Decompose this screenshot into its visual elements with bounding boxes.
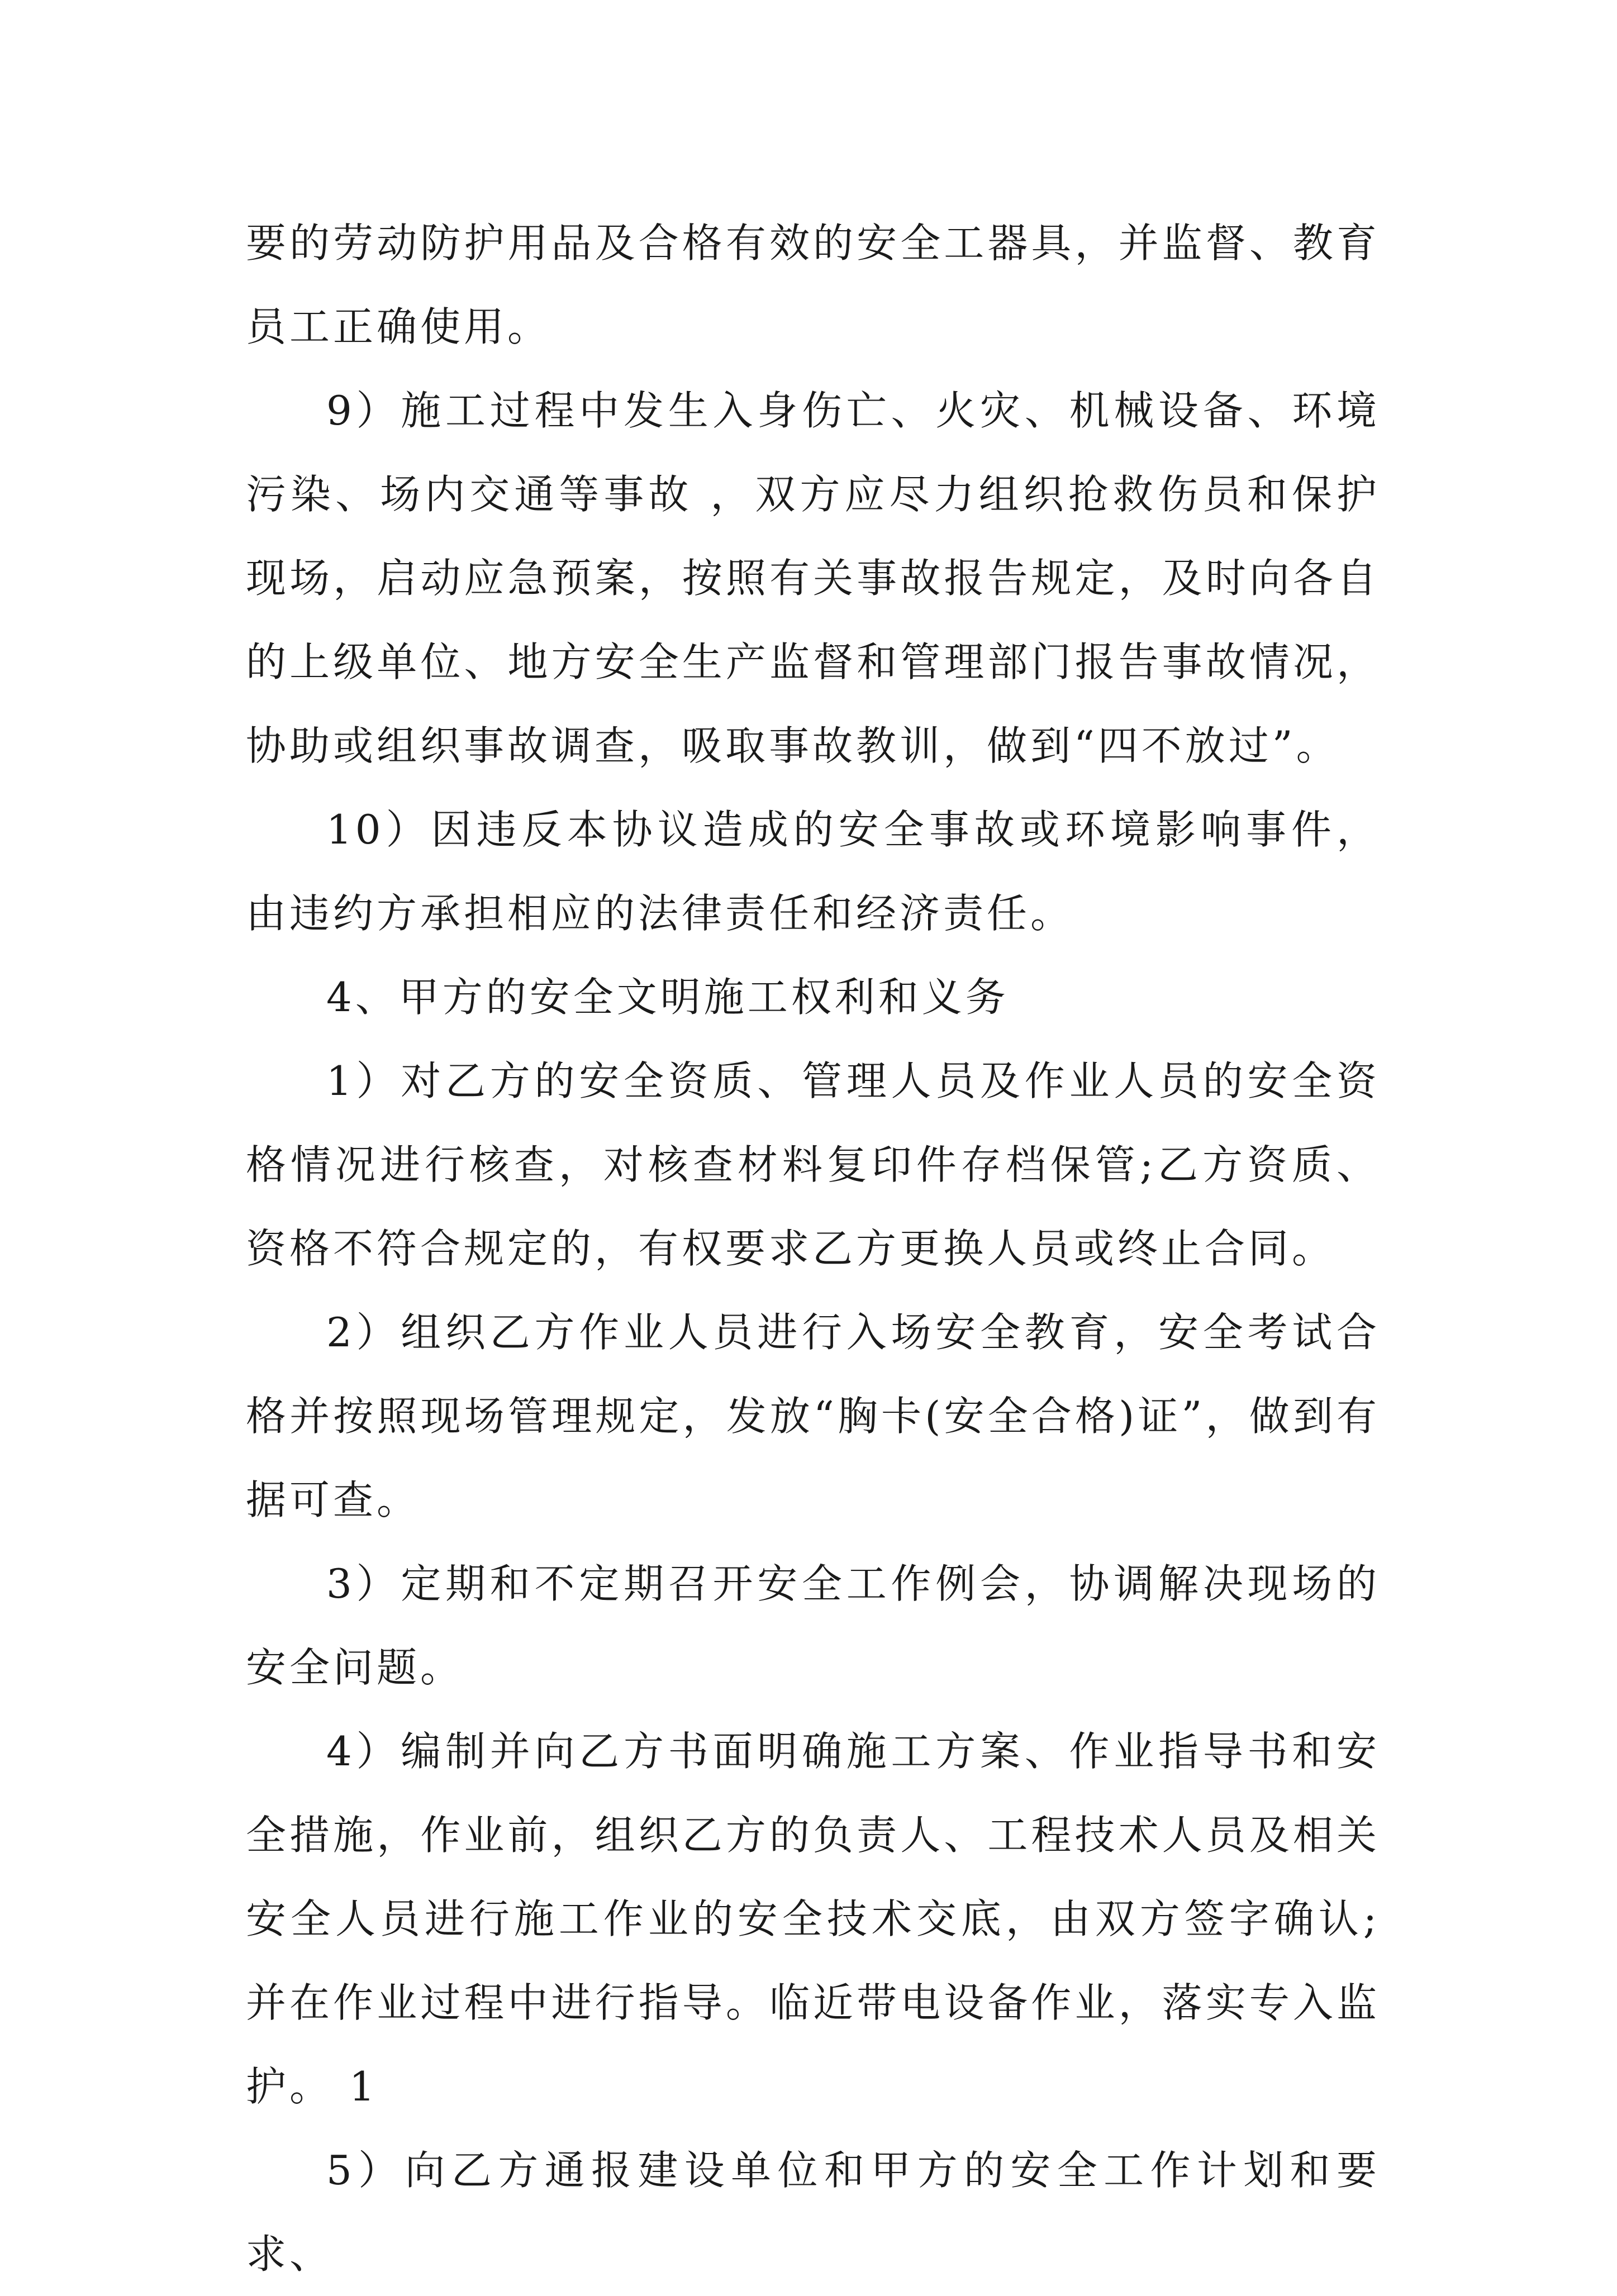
paragraph-item-1: 1）对乙方的安全资质、管理人员及作业人员的安全资格情况进行核查，对核查材料复印件存档保管;乙方资质、资格不符合规定的，有权要求乙方更换人员或终止合同。: [246, 1058, 1380, 1272]
paragraph-item-3: 3）定期和不定期召开安全工作例会，协调解决现场的安全问题。: [246, 1560, 1380, 1691]
paragraph-continuation: 要的劳动防护用品及合格有效的安全工器具，并监督、教育员工正确使用。: [246, 220, 1380, 350]
paragraph-item-5: 5）向乙方通报建设单位和甲方的安全工作计划和要求、: [246, 2147, 1380, 2278]
section-heading-4: 4、甲方的安全文明施工权利和义务: [326, 974, 1009, 1021]
paragraph-item-2: 2）组织乙方作业人员进行入场安全教育，安全考试合格并按照现场管理规定，发放“胸卡(安全合格)证”，做到有据可查。: [246, 1309, 1380, 1523]
paragraph-item-10: 10）因违反本协议造成的安全事故或环境影响事件，由违约方承担相应的法律责任和经济责任。: [246, 806, 1380, 937]
paragraph-item-4: 4）编制并向乙方书面明确施工方案、作业指导书和安全措施，作业前，组织乙方的负责人、工程技术人员及相关安全人员进行施工作业的安全技术交底，由双方签字确认;并在作业过程中进行指导。临近带电设备作业，落实专入监护。 1: [246, 1728, 1380, 2110]
paragraph-item-9: 9）施工过程中发生入身伤亡、火灾、机械设备、环境污染、场内交通等事故 ，双方应尽力组织抢救伤员和保护现场，启动应急预案，按照有关事故报告规定，及时向各自的上级单位、地方安全生产监督和管理部门报告事故情况，协助或组织事故调查，吸取事故教训，做到“四不放过”。: [246, 387, 1380, 769]
body-text: [246, 201, 1380, 2296]
